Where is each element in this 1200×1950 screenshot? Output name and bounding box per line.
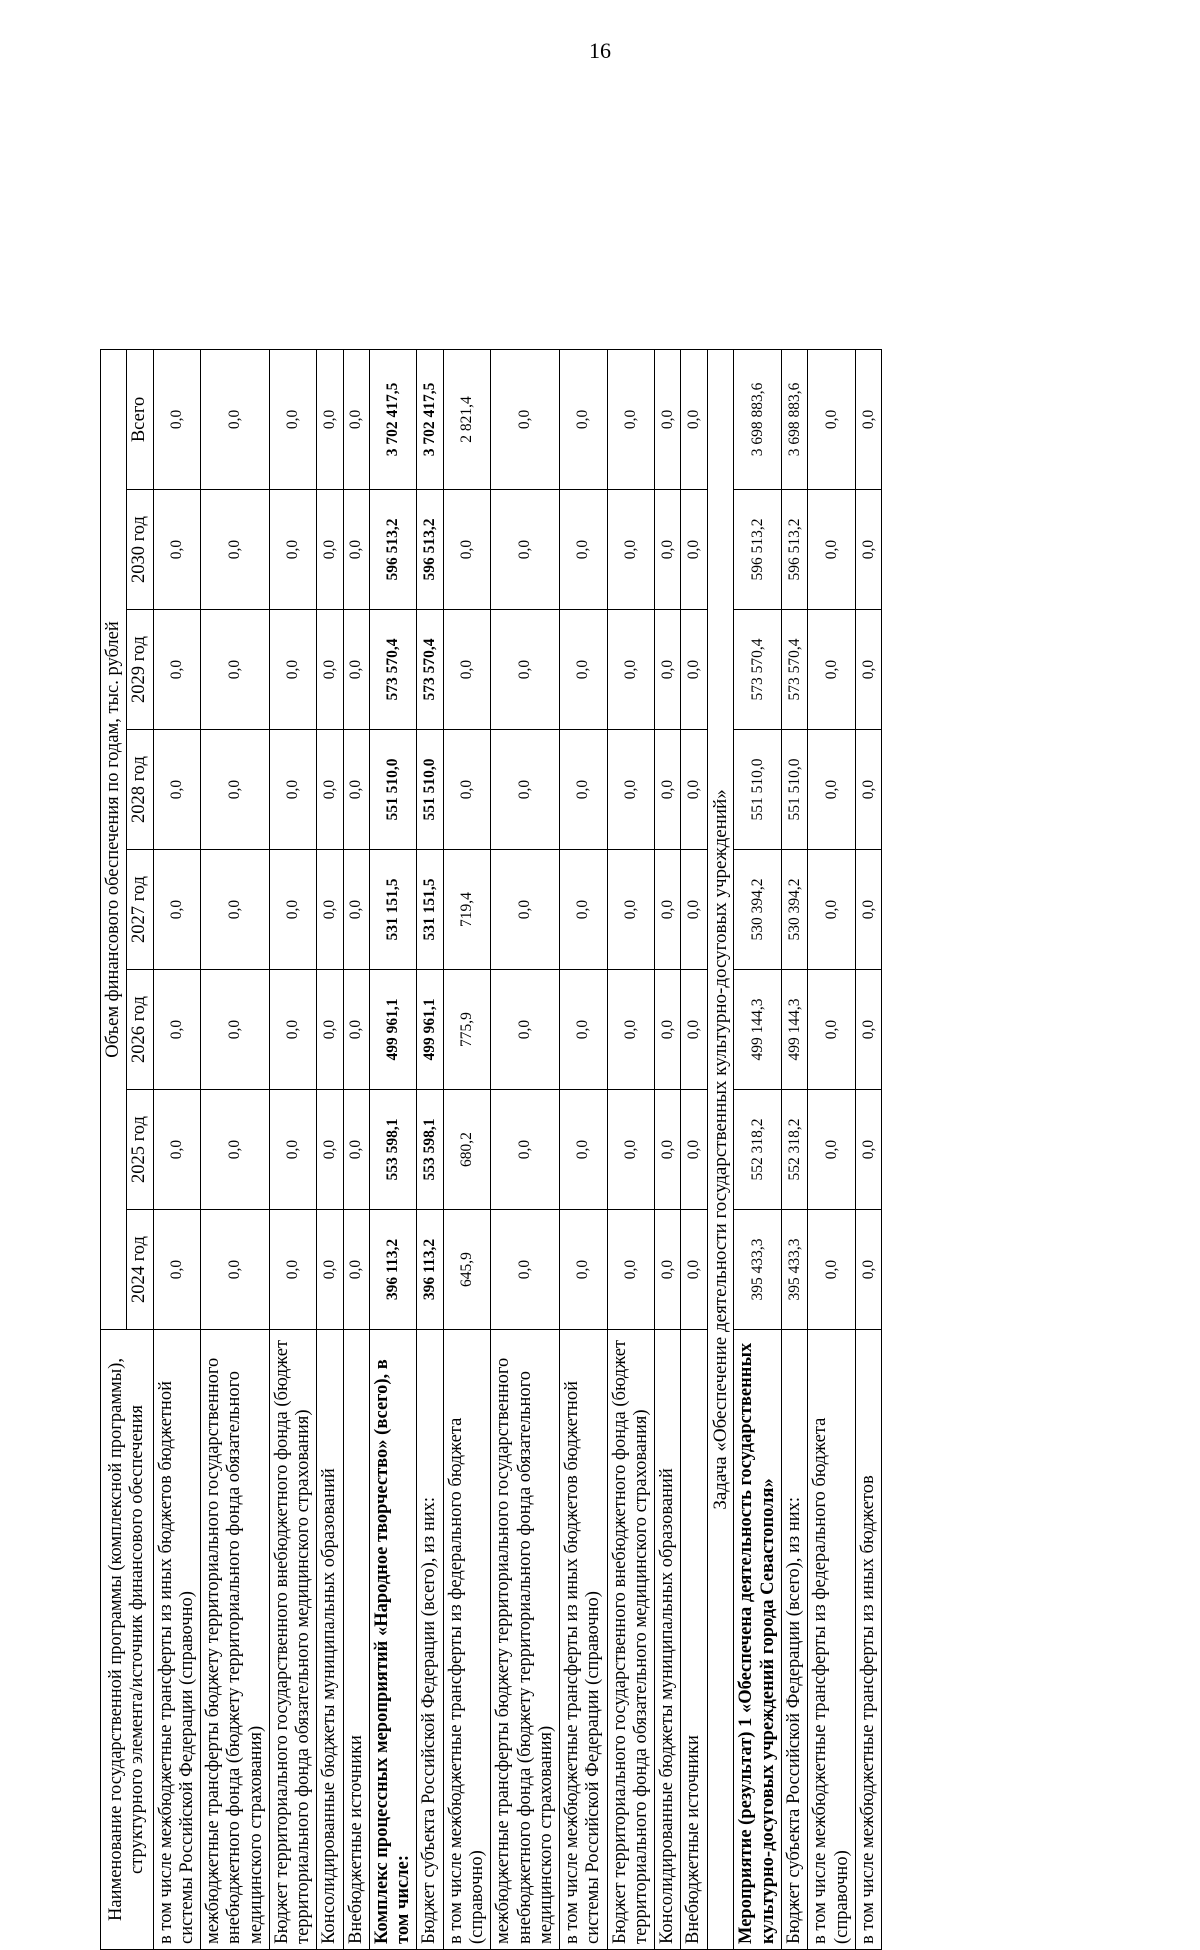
row-value: 0,0 [491, 1210, 560, 1330]
row-value: 596 513,2 [417, 490, 443, 610]
row-value: 645,9 [443, 1210, 491, 1330]
row-value: 719,4 [443, 850, 491, 970]
header-name-column: Наименование государственной программы (комплексной программы), структурного элемента/источник финансового обеспечения [101, 1330, 154, 1950]
row-value: 0,0 [681, 1090, 707, 1210]
table-row [269, 349, 317, 1949]
row-value: 596 513,2 [782, 490, 808, 610]
table-row [369, 349, 417, 1949]
row-name: Внебюджетные источники [681, 1330, 707, 1950]
row-value: 3 698 883,6 [734, 349, 782, 489]
row-value: 0,0 [269, 970, 317, 1090]
row-value: 573 570,4 [782, 610, 808, 730]
row-value: 0,0 [655, 349, 681, 489]
row-value: 0,0 [607, 970, 655, 1090]
row-value: 0,0 [343, 1090, 369, 1210]
row-value: 0,0 [491, 730, 560, 850]
row-value: 0,0 [201, 349, 270, 489]
row-value: 0,0 [317, 490, 343, 610]
row-value: 0,0 [607, 850, 655, 970]
row-value: 0,0 [491, 490, 560, 610]
header-year: 2025 год [127, 1090, 153, 1210]
row-value: 0,0 [317, 730, 343, 850]
row-value: 0,0 [201, 970, 270, 1090]
row-value: 395 433,3 [734, 1210, 782, 1330]
row-value: 775,9 [443, 970, 491, 1090]
header-year: 2024 год [127, 1210, 153, 1330]
row-value: 3 702 417,5 [369, 349, 417, 489]
row-name: в том числе межбюджетные трансферты из иных бюджетов бюджетной системы Российской Федерации (справочно) [560, 1330, 608, 1950]
row-value: 0,0 [681, 610, 707, 730]
row-value: 0,0 [681, 1210, 707, 1330]
table-row [343, 349, 369, 1949]
row-value: 0,0 [153, 850, 201, 970]
row-name: в том числе межбюджетные трансферты из федерального бюджета (справочно) [443, 1330, 491, 1950]
row-value: 552 318,2 [782, 1090, 808, 1210]
header-year: 2028 год [127, 730, 153, 850]
row-value: 0,0 [560, 490, 608, 610]
row-value: 0,0 [655, 970, 681, 1090]
row-name: Комплекс процессных мероприятий «Народное творчество» (всего), в том числе: [369, 1330, 417, 1950]
row-value: 573 570,4 [417, 610, 443, 730]
table-row [855, 349, 881, 1949]
row-value: 573 570,4 [369, 610, 417, 730]
row-value: 0,0 [855, 610, 881, 730]
page-number: 16 [589, 38, 611, 63]
table-row [782, 349, 808, 1949]
row-value: 0,0 [560, 1090, 608, 1210]
table-row [153, 349, 201, 1949]
row-value: 0,0 [491, 349, 560, 489]
row-name: в том числе межбюджетные трансферты из федерального бюджета (справочно) [808, 1330, 856, 1950]
row-value: 0,0 [655, 490, 681, 610]
row-value: 395 433,3 [782, 1210, 808, 1330]
row-value: 3 698 883,6 [782, 349, 808, 489]
row-value: 0,0 [269, 850, 317, 970]
financing-table-wrapper [100, 350, 1100, 1950]
row-value: 0,0 [808, 490, 856, 610]
row-value: 0,0 [153, 349, 201, 489]
row-value: 0,0 [681, 349, 707, 489]
row-value: 0,0 [681, 730, 707, 850]
row-value: 0,0 [855, 490, 881, 610]
table-row [808, 349, 856, 1949]
row-name: межбюджетные трансферты бюджету территориального государственного внебюджетного фонда (бюджету территориального фонда обязательного медицинского страхования) [201, 1330, 270, 1950]
row-value: 0,0 [607, 730, 655, 850]
row-value: 531 151,5 [417, 850, 443, 970]
task-title: Задача «Обеспечение деятельности государственных культурно-досуговых учреждений» [707, 349, 734, 1949]
row-value: 0,0 [655, 1210, 681, 1330]
table-row [417, 349, 443, 1949]
row-value: 0,0 [443, 610, 491, 730]
row-value: 0,0 [201, 850, 270, 970]
row-name: межбюджетные трансферты бюджету территориального государственного внебюджетного фонда (бюджету территориального фонда обязательного медицинского страхования) [491, 1330, 560, 1950]
table-row [443, 349, 491, 1949]
row-name: Внебюджетные источники [343, 1330, 369, 1950]
row-value: 0,0 [560, 730, 608, 850]
row-value: 0,0 [808, 349, 856, 489]
row-value: 0,0 [560, 610, 608, 730]
row-value: 0,0 [269, 1090, 317, 1210]
row-value: 551 510,0 [734, 730, 782, 850]
row-value: 0,0 [655, 850, 681, 970]
header-year: 2030 год [127, 490, 153, 610]
row-name: Бюджет субъекта Российской Федерации (всего), из них: [417, 1330, 443, 1950]
table-row [607, 349, 655, 1949]
row-value: 596 513,2 [734, 490, 782, 610]
row-name: Бюджет территориального государственного внебюджетного фонда (бюджет территориального фонда обязательного медицинского страхования) [269, 1330, 317, 1950]
table-row [734, 349, 782, 1949]
row-value: 0,0 [153, 1210, 201, 1330]
row-value: 573 570,4 [734, 610, 782, 730]
row-value: 499 144,3 [782, 970, 808, 1090]
row-value: 0,0 [443, 490, 491, 610]
row-value: 553 598,1 [369, 1090, 417, 1210]
row-value: 0,0 [808, 1210, 856, 1330]
table-row [707, 349, 734, 1949]
row-value: 680,2 [443, 1090, 491, 1210]
row-value: 0,0 [317, 850, 343, 970]
row-value: 499 144,3 [734, 970, 782, 1090]
table-row [201, 349, 270, 1949]
row-name: в том числе межбюджетные трансферты из иных бюджетов бюджетной системы Российской Федерации (справочно) [153, 1330, 201, 1950]
row-value: 0,0 [855, 730, 881, 850]
row-value: 0,0 [443, 730, 491, 850]
row-value: 0,0 [808, 1090, 856, 1210]
row-value: 0,0 [560, 349, 608, 489]
table-row [491, 349, 560, 1949]
row-value: 3 702 417,5 [417, 349, 443, 489]
row-value: 0,0 [560, 1210, 608, 1330]
row-value: 551 510,0 [417, 730, 443, 850]
row-value: 0,0 [808, 970, 856, 1090]
row-value: 0,0 [153, 730, 201, 850]
table-row [655, 349, 681, 1949]
row-value: 2 821,4 [443, 349, 491, 489]
row-value: 0,0 [343, 850, 369, 970]
row-value: 0,0 [201, 730, 270, 850]
row-value: 0,0 [343, 490, 369, 610]
header-year: 2029 год [127, 610, 153, 730]
table-row [317, 349, 343, 1949]
row-value: 0,0 [201, 1090, 270, 1210]
row-value: 530 394,2 [734, 850, 782, 970]
row-value: 0,0 [343, 970, 369, 1090]
row-value: 0,0 [560, 850, 608, 970]
table-row [681, 349, 707, 1949]
row-value: 0,0 [153, 490, 201, 610]
row-value: 396 113,2 [417, 1210, 443, 1330]
row-value: 0,0 [681, 490, 707, 610]
row-name: Бюджет субъекта Российской Федерации (всего), из них: [782, 1330, 808, 1950]
row-value: 0,0 [655, 1090, 681, 1210]
row-value: 551 510,0 [369, 730, 417, 850]
row-value: 0,0 [343, 349, 369, 489]
row-value: 0,0 [681, 850, 707, 970]
row-value: 0,0 [269, 490, 317, 610]
row-name: Консолидированные бюджеты муниципальных образований [655, 1330, 681, 1950]
row-value: 0,0 [607, 1210, 655, 1330]
row-value: 0,0 [201, 490, 270, 610]
row-value: 0,0 [491, 1090, 560, 1210]
row-name: Консолидированные бюджеты муниципальных образований [317, 1330, 343, 1950]
row-value: 0,0 [269, 730, 317, 850]
row-value: 0,0 [317, 1210, 343, 1330]
row-name: Бюджет территориального государственного внебюджетного фонда (бюджет территориального фонда обязательного медицинского страхования) [607, 1330, 655, 1950]
row-value: 553 598,1 [417, 1090, 443, 1210]
row-value: 551 510,0 [782, 730, 808, 850]
header-year: 2027 год [127, 850, 153, 970]
row-value: 0,0 [681, 970, 707, 1090]
row-value: 0,0 [269, 349, 317, 489]
header-year: 2026 год [127, 970, 153, 1090]
row-value: 552 318,2 [734, 1090, 782, 1210]
row-value: 0,0 [855, 349, 881, 489]
row-value: 0,0 [491, 610, 560, 730]
row-value: 0,0 [808, 730, 856, 850]
row-value: 0,0 [317, 610, 343, 730]
row-value: 0,0 [655, 610, 681, 730]
header-year: Всего [127, 349, 153, 489]
row-value: 0,0 [808, 610, 856, 730]
row-value: 0,0 [491, 850, 560, 970]
row-value: 0,0 [343, 610, 369, 730]
row-value: 0,0 [808, 850, 856, 970]
row-value: 0,0 [607, 490, 655, 610]
row-value: 0,0 [317, 349, 343, 489]
row-value: 531 151,5 [369, 850, 417, 970]
row-value: 0,0 [343, 1210, 369, 1330]
row-value: 499 961,1 [369, 970, 417, 1090]
financing-table [100, 349, 882, 1950]
row-value: 499 961,1 [417, 970, 443, 1090]
header-volume: Объем финансового обеспечения по годам, тыс. рублей [101, 349, 127, 1329]
row-value: 0,0 [607, 1090, 655, 1210]
row-value: 0,0 [153, 970, 201, 1090]
row-name: в том числе межбюджетные трансферты из иных бюджетов [855, 1330, 881, 1950]
row-value: 530 394,2 [782, 850, 808, 970]
row-value: 0,0 [855, 1090, 881, 1210]
row-value: 596 513,2 [369, 490, 417, 610]
row-value: 0,0 [491, 970, 560, 1090]
row-value: 0,0 [855, 850, 881, 970]
table-row [560, 349, 608, 1949]
row-value: 0,0 [655, 730, 681, 850]
table-body [153, 349, 882, 1949]
row-value: 0,0 [269, 610, 317, 730]
row-value: 0,0 [201, 1210, 270, 1330]
row-value: 0,0 [560, 970, 608, 1090]
row-value: 0,0 [607, 610, 655, 730]
row-value: 0,0 [269, 1210, 317, 1330]
row-value: 0,0 [855, 1210, 881, 1330]
row-value: 0,0 [317, 1090, 343, 1210]
row-value: 0,0 [317, 970, 343, 1090]
row-value: 0,0 [343, 730, 369, 850]
row-value: 0,0 [855, 970, 881, 1090]
row-value: 0,0 [153, 1090, 201, 1210]
row-value: 396 113,2 [369, 1210, 417, 1330]
row-value: 0,0 [153, 610, 201, 730]
row-name: Мероприятие (результат) 1 «Обеспечена деятельность государственных культурно-досуговых учреждений города Севастополя» [734, 1330, 782, 1950]
row-value: 0,0 [201, 610, 270, 730]
row-value: 0,0 [607, 349, 655, 489]
